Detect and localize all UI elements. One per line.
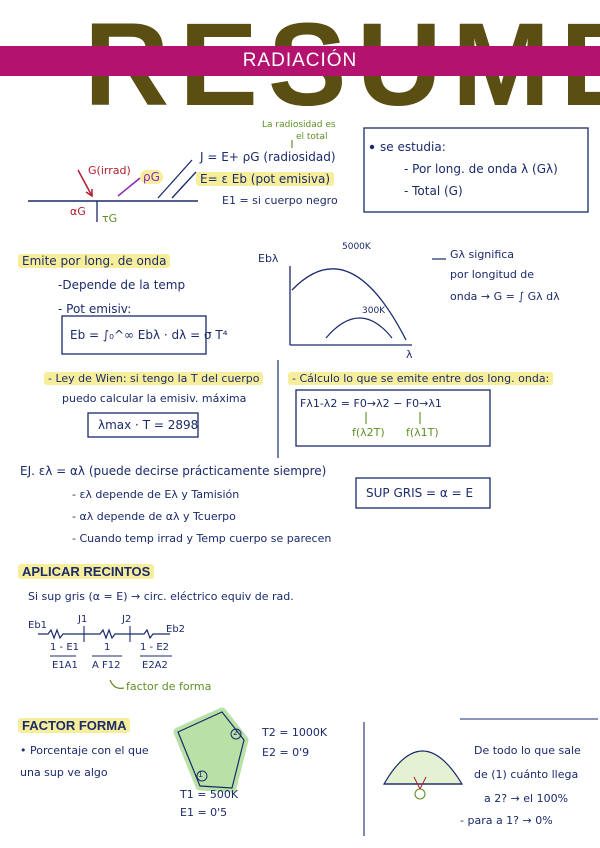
meaning-line-3: onda → G = ∫ Gλ dλ (450, 290, 560, 303)
form-factor-text-2: una sup ve algo (20, 766, 108, 779)
enclosures-line: Si sup gris (α = E) → circ. eléctrico equiv de rad. (28, 590, 294, 603)
node-eb2: Eb2 (166, 624, 186, 635)
wien-law: - Ley de Wien: si tengo la T del cuerpo (44, 372, 263, 385)
curve-label-300k: 300K (362, 306, 386, 316)
surface-2-emissivity: E2 = 0'9 (262, 746, 310, 759)
calc-equation: Fλ1-λ2 = F0→λ2 − F0→λ1 (300, 397, 442, 410)
emission-item-power: - Pot emisiv: (58, 302, 132, 316)
resistor-network (38, 630, 170, 638)
meaning-line-1: Gλ significa (450, 248, 515, 261)
enclosure-shape-highlight (178, 712, 244, 788)
calc-f2: f(λ1T) (406, 426, 439, 439)
dome-note-1: De todo lo que sale (474, 744, 581, 757)
example-item-similar-temp: - Cuando temp irrad y Temp cuerpo se parecen (72, 532, 332, 545)
surface-1-temperature: T1 = 500K (180, 788, 239, 801)
curve-5000k (292, 269, 406, 340)
reflected-label: ρG (140, 170, 163, 184)
form-factor-note: factor de forma (126, 680, 212, 693)
page-title: RADIACIÓN (242, 50, 358, 71)
wien-law-line-2: puedo calcular la emisiv. máxima (62, 392, 247, 405)
resistance-2-denominator: A F12 (92, 660, 121, 671)
form-factor-title: FACTOR FORMA (18, 718, 130, 733)
wien-formula: λmax · T = 2898 (98, 418, 199, 432)
radiosity-arrow-2 (172, 172, 196, 198)
studies-item-wavelength: - Por long. de onda λ (Gλ) (404, 162, 558, 176)
node-eb1: Eb1 (28, 620, 48, 631)
surface-1-emissivity: E1 = 0'5 (180, 806, 228, 819)
resistance-1-denominator: E1A1 (52, 660, 78, 671)
radiosity-note-1: La radiosidad es (262, 120, 336, 130)
radiosity-note-2: el total (296, 132, 328, 142)
resistance-1-numerator: 1 - E1 (50, 642, 80, 653)
form-factor-arrow (110, 680, 124, 688)
absorbed-label: αG (70, 205, 86, 218)
emissive-equation: E= ε Eb (pot emisiva) (196, 172, 334, 186)
black-body-note: E1 = si cuerpo negro (222, 194, 338, 207)
studies-item-total: - Total (G) (404, 184, 463, 198)
example-line: EJ. ελ = αλ (puede decirse prácticamente siempre) (20, 464, 327, 478)
surface-1-number: 1 (198, 770, 204, 779)
graph-x-label: λ (406, 348, 413, 361)
curve-300k (326, 318, 392, 338)
studies-bullet (370, 145, 374, 149)
calc-f1: f(λ2T) (352, 426, 385, 439)
transmitted-label: τG (102, 212, 118, 225)
surface-2-number: 2 (233, 728, 239, 737)
example-item-absorptivity: - αλ depende de αλ y Tcuerpo (72, 510, 236, 523)
eb-formula: Eb = ∫₀^∞ Ebλ · dλ = σ T⁴ (70, 328, 228, 342)
meaning-line-2: por longitud de (450, 268, 535, 281)
enclosures-title: APLICAR RECINTOS (18, 564, 154, 579)
resistance-2-numerator: 1 (104, 642, 111, 653)
example-item-emissivity: - ελ depende de Eλ y Tamisión (72, 488, 240, 501)
dome-shape (384, 751, 462, 784)
calc-title: - Cálculo lo que se emite entre dos long. onda: (288, 372, 553, 385)
dome-note-4: - para a 1? → 0% (460, 814, 553, 827)
gray-surface-definition: SUP GRIS = α = E (366, 486, 474, 500)
dome-note-2: de (1) cuánto llega (474, 768, 579, 781)
radiosity-arrow-1 (158, 160, 192, 198)
graph-y-label: Ebλ (258, 252, 279, 265)
resistance-3-denominator: E2A2 (142, 660, 168, 671)
node-j2: J2 (122, 614, 132, 625)
reflection-arrow (118, 178, 140, 196)
surface-2-temperature: T2 = 1000K (262, 726, 328, 739)
studies-title: se estudia: (380, 140, 446, 154)
radiosity-equation: J = E+ ρG (radiosidad) (200, 150, 336, 164)
dome-surface-1-marker (415, 789, 425, 799)
node-j1: J1 (78, 614, 88, 625)
curve-label-5000k: 5000K (342, 242, 371, 252)
emission-title: Emite por long. de onda (18, 254, 170, 268)
irradiation-label: G(irrad) (88, 164, 131, 177)
resistance-3-numerator: 1 - E2 (140, 642, 170, 653)
form-factor-text-1: • Porcentaje con el que (20, 744, 149, 757)
emission-item-temp: -Depende de la temp (58, 278, 186, 292)
dome-note-3: a 2? → el 100% (484, 792, 569, 805)
